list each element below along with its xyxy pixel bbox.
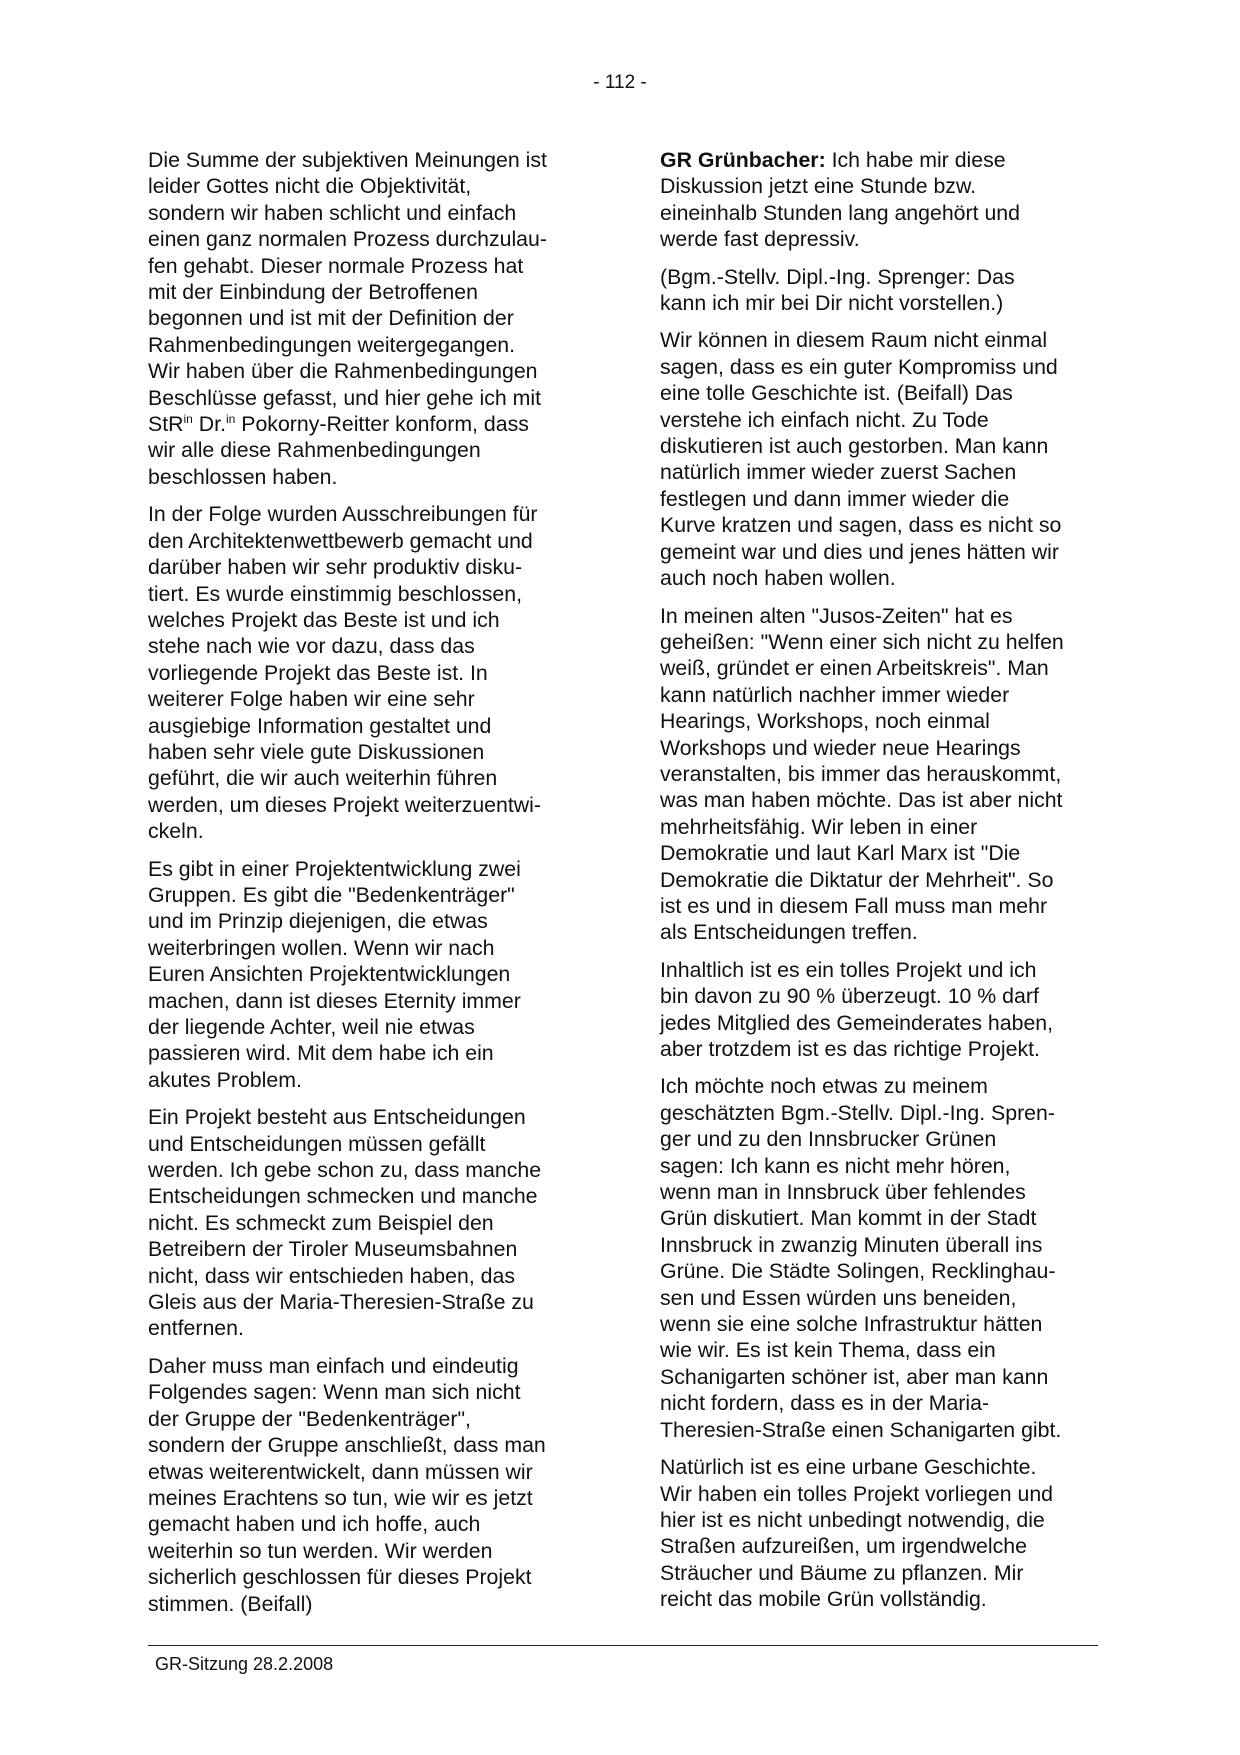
paragraph: Ich möchte noch etwas zu meinem geschätzten Bgm.-Stellv. Dipl.-Ing. Spren- ger und zu den Innsbrucker Grünen sagen: Ich kann es nicht mehr hören, wenn man in Innsbruck über fehlendes Grün diskutiert. Man kommt in der Stadt Innsbruck in zwanzig Minuten überall ins Grüne. Die Städte Solingen, Recklinghau- sen und Essen würden uns beneiden, wenn sie eine solche Infrastruktur hätten wie wir. Es ist kein Thema, dass ein Schanigarten schöner ist, aber man kann nicht fordern, dass es in der Maria- Theresien-Straße einen Schanigarten gibt.	[660, 1074, 1062, 1442]
title-dr: Dr.	[192, 412, 226, 437]
paragraph: In der Folge wurden Ausschreibungen für den Architektenwettbewerb gemacht und darüber haben wir sehr produktiv disku- tiert. Es wurde einstimmig beschlossen, welches Projekt das Beste ist und ich stehe nach wie vor dazu, dass das vorliegende Projekt das Beste ist. In weiterer Folge haben wir eine sehr ausgiebige Information gestaltet und haben sehr viele gute Diskussionen geführt, die wir auch weiterhin führen werden, um dieses Projekt weiterzuentwi- ckeln.	[148, 502, 541, 844]
paragraph-text: Ich habe mir diese Diskussion jetzt eine Stunde bzw. eineinhalb Stunden lang angehört und werde fast depressiv.	[660, 148, 1020, 252]
title-dr-superscript: in	[226, 411, 236, 426]
footer-text: GR-Sitzung 28.2.2008	[155, 1654, 334, 1674]
paragraph	[660, 147, 1106, 253]
paragraph-text: Die Summe der subjektiven Meinungen ist leider Gottes nicht die Objektivität, sondern wir haben schlicht und einfach einen ganz normalen Prozess durchzulau- fen gehabt. Dieser normale Prozess hat mit der Einbindung der Betroffenen begonnen und ist mit der Definition der Rahmenbedingungen weitergegangen. Wir haben über die Rahmenbedingungen Beschlüsse gefasst, und hier gehe ich mit	[148, 148, 547, 410]
paragraph: Natürlich ist es eine urbane Geschichte. Wir haben ein tolles Projekt vorliegen und hier ist es nicht unbedingt notwendig, die Straßen aufzureißen, um irgendwelche Sträucher und Bäume zu pflanzen. Mir reicht das mobile Grün vollständig.	[660, 1455, 1054, 1612]
paragraph: Es gibt in einer Projektentwicklung zwei Gruppen. Es gibt die "Bedenkenträger" und im Prinzip diejenigen, die etwas weiterbringen wollen. Wenn wir nach Euren Ansichten Projektentwicklungen machen, dann ist dieses Eternity immer der liegende Achter, weil nie etwas passieren wird. Mit dem habe ich ein akutes Problem.	[148, 856, 521, 1092]
left-column	[148, 147, 588, 1628]
title-str-superscript: in	[183, 411, 193, 426]
title-str: StR	[148, 412, 184, 437]
speaker-name: GR Grünbacher:	[660, 148, 826, 172]
paragraph: Wir können in diesem Raum nicht einmal sagen, dass es ein guter Kompromiss und eine tolle Geschichte ist. (Beifall) Das verstehe ich einfach nicht. Zu Tode diskutieren ist auch gestorben. Man kann natürlich immer wieder zuerst Sachen festlegen und dann immer wieder die Kurve kratzen und sagen, dass es nicht so gemeint war und dies und jenes hätten wir auch noch haben wollen.	[660, 328, 1062, 591]
page-number: - 112 -	[593, 72, 647, 93]
right-column	[660, 147, 1106, 1624]
paragraph: In meinen alten "Jusos-Zeiten" hat es geheißen: "Wenn einer sich nicht zu helfen weiß, gründet er einen Arbeitskreis". Man kann natürlich nachher immer wieder Hearings, Workshops, noch einmal Workshops und wieder neue Hearings veranstalten, bis immer das herauskommt, was man haben möchte. Das ist aber nicht mehrheitsfähig. Wir leben in einer Demokratie und laut Karl Marx ist "Die Demokratie die Diktatur der Mehrheit". So ist es und in diesem Fall muss man mehr als Entscheidungen treffen.	[660, 603, 1064, 945]
paragraph-text: Pokorny-Reitter konform, dass wir alle diese Rahmenbedingungen beschlossen haben.	[148, 412, 529, 489]
paragraph: Ein Projekt besteht aus Entscheidungen und Entscheidungen müssen gefällt werden. Ich gebe schon zu, dass manche Entscheidungen schmecken und manche nicht. Es schmeckt zum Beispiel den Betreibern der Tiroler Museumsbahnen nicht, dass wir entschieden haben, das Gleis aus der Maria-Theresien-Straße zu entfernen.	[148, 1105, 542, 1341]
paragraph	[148, 147, 588, 490]
paragraph: Daher muss man einfach und eindeutig Folgendes sagen: Wenn man sich nicht der Gruppe der "Bedenkenträger", sondern der Gruppe anschließt, dass man etwas weiterentwickelt, dann müssen wir meines Erachtens so tun, wie wir es jetzt gemacht haben und ich hoffe, auch weiterhin so tun werden. Wir werden sicherlich geschlossen für dieses Projekt stimmen. (Beifall)	[148, 1353, 546, 1616]
paragraph: Inhaltlich ist es ein tolles Projekt und ich bin davon zu 90 % überzeugt. 10 % darf jedes Mitglied des Gemeinderates haben, aber trotzdem ist es das richtige Projekt.	[660, 957, 1054, 1061]
footer-divider	[148, 1645, 1098, 1646]
interjection: (Bgm.-Stellv. Dipl.-Ing. Sprenger: Das kann ich mir bei Dir nicht vorstellen.)	[660, 264, 1015, 316]
